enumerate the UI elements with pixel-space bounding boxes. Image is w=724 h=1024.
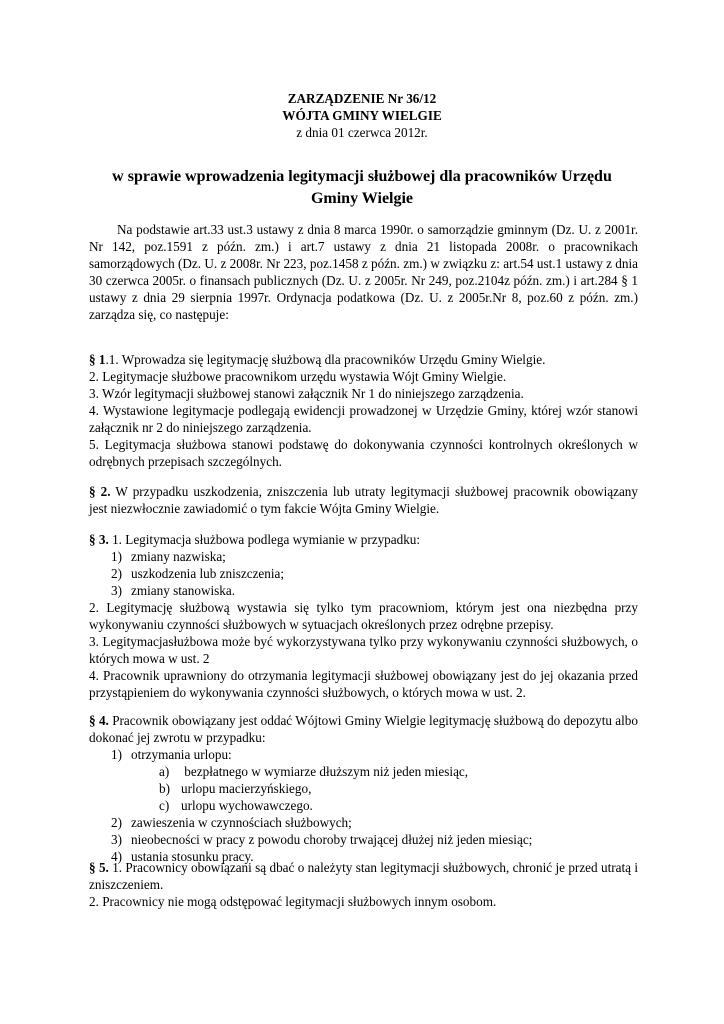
section-3-point-1: § 3. 1. Legitymacja służbowa podlega wymianie w przypadku: <box>89 532 421 547</box>
section-1-point-2: 2. Legitymacje służbowe pracownikom urzędu wystawia Wójt Gminy Wielgie. <box>89 369 507 384</box>
section-1 <box>89 351 638 470</box>
section-4-mark: § 4. <box>89 713 109 728</box>
section-1-point-5: 5. Legitymacja służbowa stanowi podstawę do dokonywania czynności kontrolnych określonych w odrębnych przepisach szczególnych. <box>89 437 638 469</box>
section-4 <box>89 712 638 865</box>
ordinance-subject <box>98 166 626 210</box>
section-3-point-3: 3. Legitymacjasłużbowa może być wykorzystywana tylko przy wykonywaniu czynności służbowych, o których mowa w ust. 2 <box>89 634 638 666</box>
list-item: c) urlopu wychowawczego. <box>159 798 313 813</box>
list-item: b) urlopu macierzyńskiego, <box>159 781 312 796</box>
section-1-point-3: 3. Wzór legitymacji służbowej stanowi załącznik Nr 1 do niniejszego zarządzenia. <box>89 386 524 401</box>
section-5 <box>89 859 638 910</box>
section-2-mark: § 2. <box>89 484 111 499</box>
document-header <box>0 90 724 141</box>
section-5-mark: § 5. <box>89 860 109 875</box>
section-2 <box>89 483 638 517</box>
section-3-point-2: 2. Legitymację służbową wystawia się tylko tym pracowniom, którym jest ona niezbędna przy wykonywaniu czynności służbowych w sytuacjach określonych przez odrębne przepisy. <box>89 600 638 632</box>
subject-line-1: w sprawie wprowadzenia legitymacji służbowej dla pracowników Urzędu <box>112 168 612 185</box>
section-3-mark: § 3. <box>89 532 109 547</box>
list-item: a) bezpłatnego w wymiarze dłuższym niż jeden miesiąc, <box>159 764 469 779</box>
legal-basis-paragraph: Na podstawie art.33 ust.3 ustawy z dnia 8 marca 1990r. o samorządzie gminnym (Dz. U. z 2001r. Nr 142, poz.1591 z późn. zm.) i art.7 ustawy z dnia 21 listopada 2008r. o pracownikach samorządowych (Dz. U. z 2008r. Nr 223, poz.1458 z późn. zm.) w związku z: art.54 ust.1 ustawy z dnia 30 czerwca 2005r. o finansach publicznych (Dz. U. z 2005r. Nr 249, poz.2104z późn. zm.) i art.284 § 1 ustawy z dnia 29 sierpnia 1997r. Ordynacja podatkowa (Dz. U. z 2005r.Nr 8, poz.60 z późn. zm.) zarządza się, co następuje: <box>89 222 638 322</box>
section-1-point-4: 4. Wystawione legitymacje podlegają ewidencji prowadzonej w Urzędzie Gminy, której wzór stanowi załącznik nr 2 do niniejszego zarządzenia. <box>89 403 638 435</box>
section-3-point-4: 4. Pracownik uprawniony do otrzymania legitymacji służbowej obowiązany jest do jej okazania przed przystąpieniem do wykonywania czynności służbowych, o których mowa w ust. 2. <box>89 668 638 700</box>
list-item: 2) zawieszenia w czynnościach służbowych; <box>111 815 352 830</box>
section-5-point-1: § 5. 1. Pracownicy obowiązani są dbać o należyty stan legitymacji służbowych, chronić je przed utratą i zniszczeniem. <box>89 860 639 892</box>
list-item: 1) otrzymania urlopu: <box>111 747 232 762</box>
section-3 <box>89 531 638 701</box>
ordinance-date: z dnia 01 czerwca 2012r. <box>296 125 428 140</box>
section-1-mark: § 1 <box>89 352 106 367</box>
list-item: 1) zmiany nazwiska; <box>111 549 226 564</box>
list-item: 4) ustania stosunku pracy. <box>111 849 254 864</box>
list-item: 3) nieobecności w pracy z powodu choroby trwającej dłużej niż jeden miesiąc; <box>111 832 533 847</box>
section-1-point-1: § 1.1. Wprowadza się legitymację służbową dla pracowników Urzędu Gminy Wielgie. <box>89 352 546 367</box>
section-4-text: § 4. Pracownik obowiązany jest oddać Wójtowi Gminy Wielgie legitymację służbową do depozytu albo dokonać jej zwrotu w przypadku: <box>89 713 638 745</box>
section-5-point-2: 2. Pracownicy nie mogą odstępować legitymacji służbowych innym osobom. <box>89 894 497 909</box>
ordinance-title: ZARZĄDZENIE Nr 36/12 <box>287 91 437 106</box>
section-2-text: § 2. W przypadku uszkodzenia, zniszczenia lub utraty legitymacji służbowej pracownik obowiązany jest niezwłocznie zawiadomić o tym fakcie Wójta Gminy Wielgie. <box>89 484 638 516</box>
subject-line-2: Gminy Wielgie <box>310 190 414 207</box>
ordinance-issuer: WÓJTA GMINY WIELGIE <box>282 108 442 123</box>
list-item: 3) zmiany stanowiska. <box>111 583 236 598</box>
list-item: 2) uszkodzenia lub zniszczenia; <box>111 566 285 581</box>
